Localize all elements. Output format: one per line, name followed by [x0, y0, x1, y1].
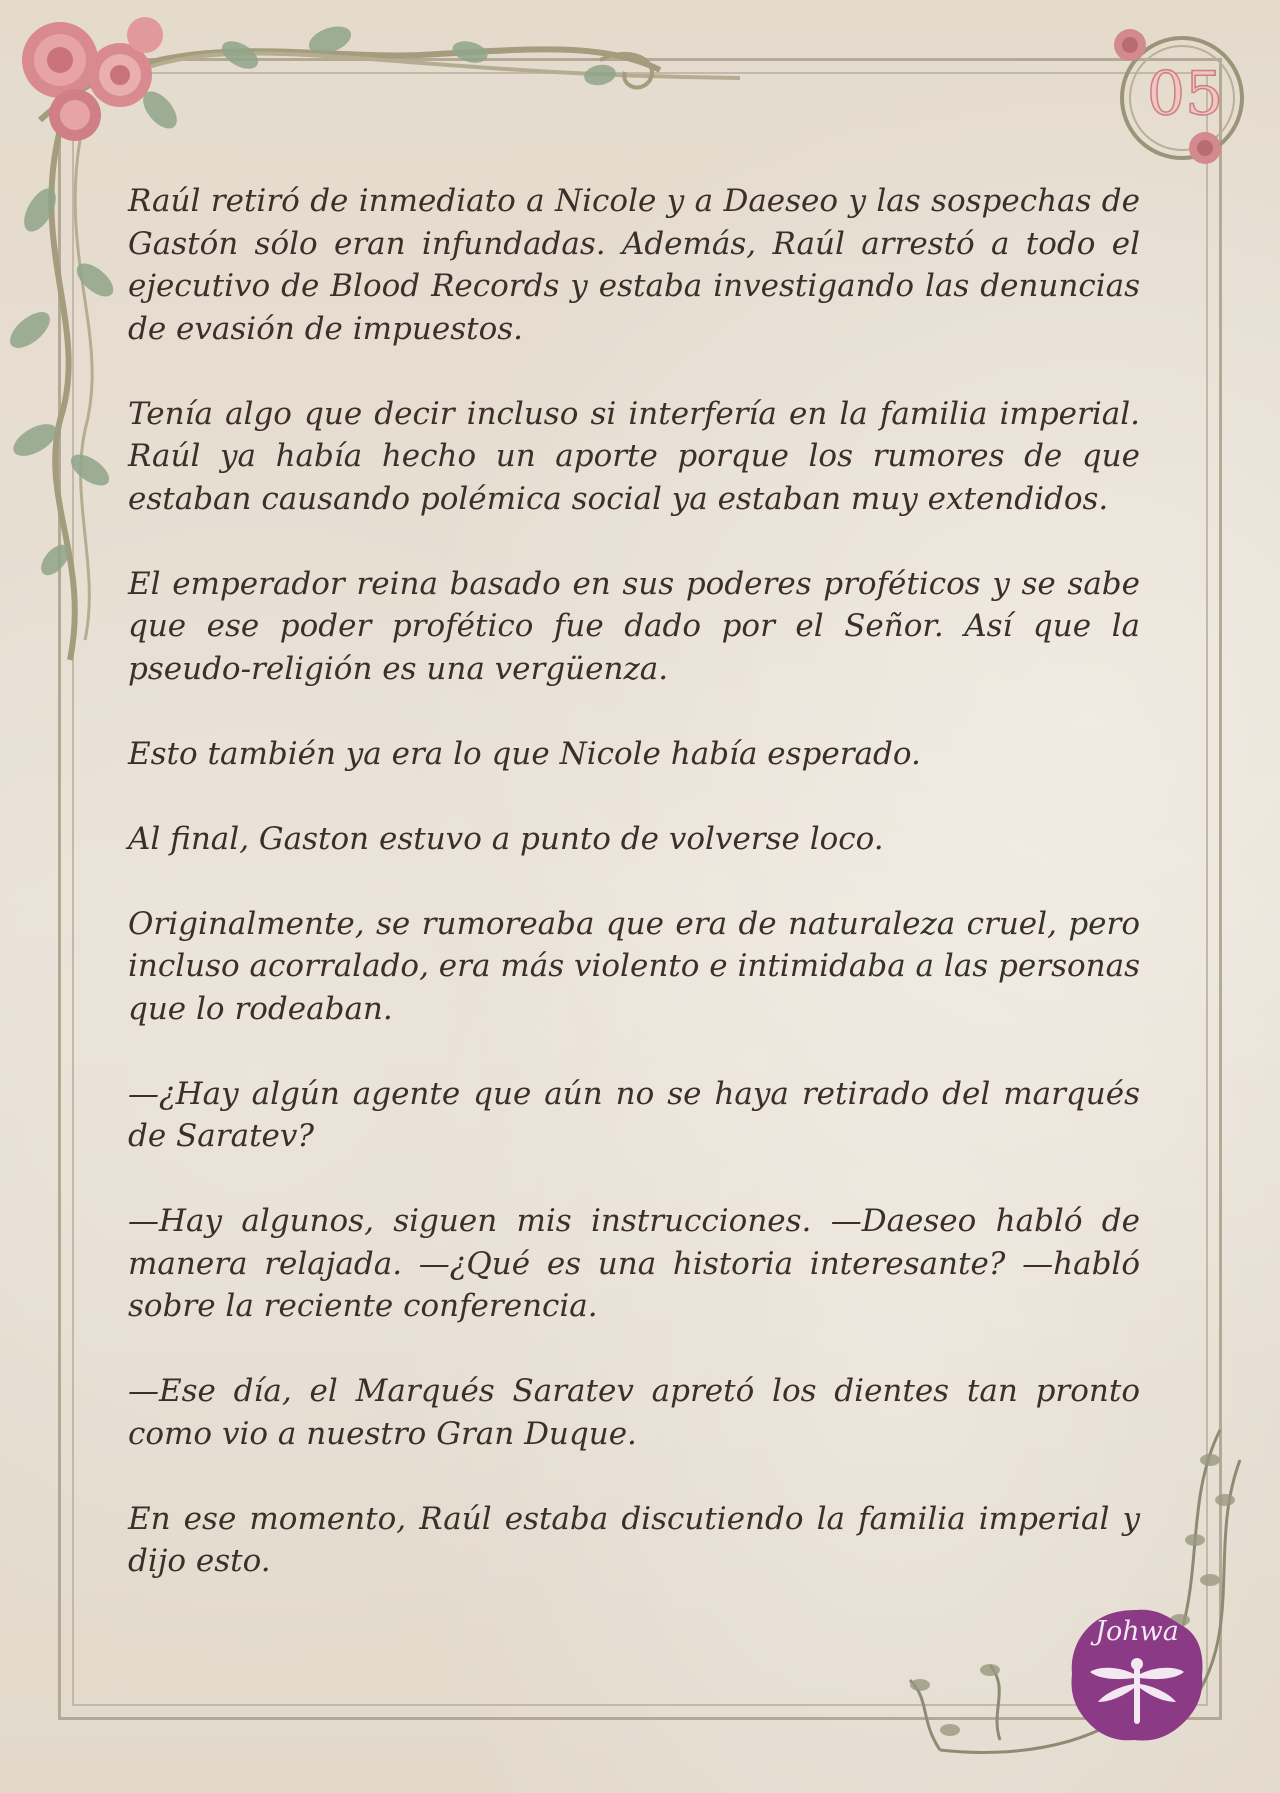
paragraph: Al final, Gaston estuvo a punto de volverse loco. [128, 820, 884, 857]
paragraph: —¿Hay algún agente que aún no se haya retirado del marqués de Saratev? [128, 1075, 1140, 1154]
paragraph: Tenía algo que decir incluso si interfería en la familia imperial. Raúl ya había hecho un aporte porque los rumores de que estaban causando polémica social ya estaban muy extendidos. [128, 395, 1140, 517]
paragraph: En ese momento, Raúl estaba discutiendo la familia imperial y dijo esto. [128, 1500, 1140, 1579]
paragraph: Originalmente, se rumoreaba que era de naturaleza cruel, pero incluso acorralado, era más violento e intimidaba a las personas que lo rodeaban. [128, 905, 1140, 1027]
paragraph: Raúl retiró de inmediato a Nicole y a Daeseo y las sospechas de Gastón sólo eran infundadas. Además, Raúl arrestó a todo el ejecutivo de Blood Records y estaba investigando las denuncias de evasión de impuestos. [128, 183, 1140, 347]
page-number: 05 [1146, 59, 1224, 129]
paragraph: El emperador reina basado en sus poderes proféticos y se sabe que ese poder profético fue dado por el Señor. Así que la pseudo-religión es una vergüenza. [128, 565, 1140, 687]
badge-label: Johwa [1095, 1616, 1179, 1647]
paragraph: Esto también ya era lo que Nicole había esperado. [128, 735, 921, 772]
paragraph: —Hay algunos, siguen mis instrucciones. —Daeseo habló de manera relajada. —¿Qué es una historia interesante? —habló sobre la reciente conferencia. [128, 1203, 1140, 1324]
paragraph: —Ese día, el Marqués Saratev apretó los dientes tan pronto como vio a nuestro Gran Duque. [128, 1373, 1140, 1452]
rose-icon [22, 17, 163, 141]
story-text [128, 180, 1140, 1583]
